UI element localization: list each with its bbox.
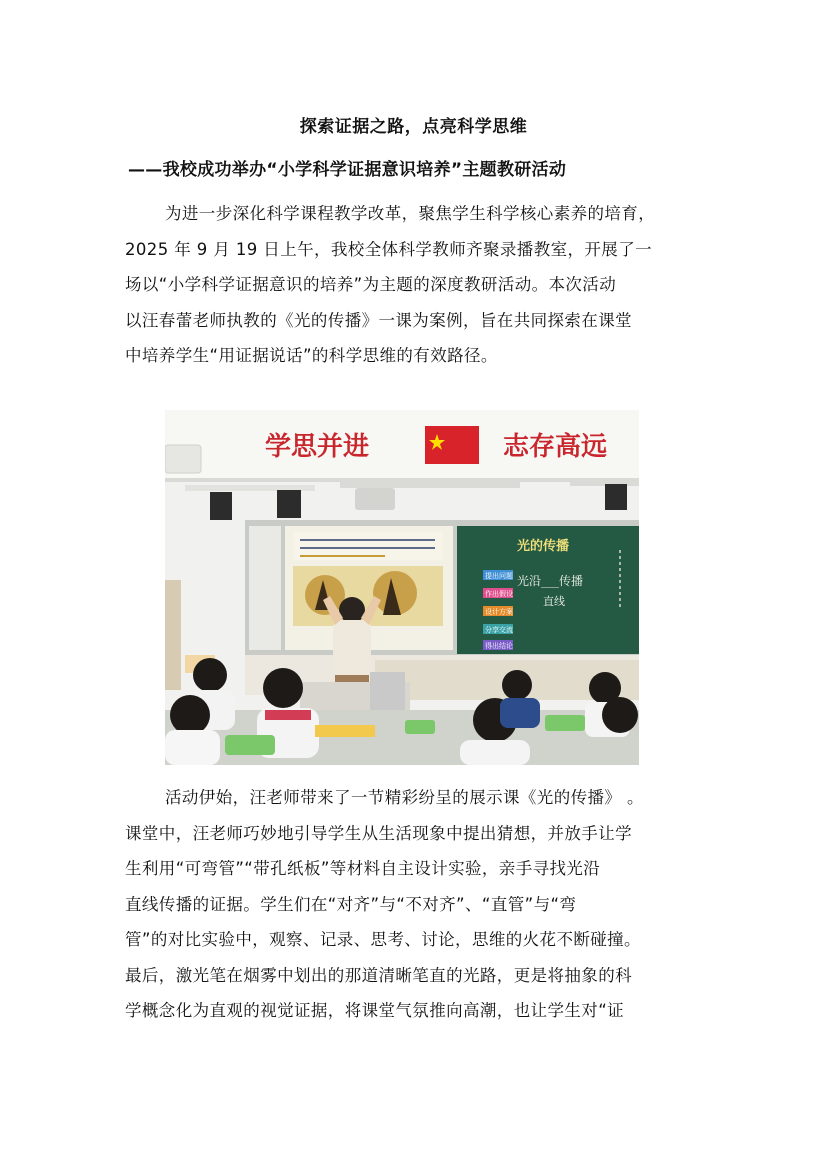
text-line: 最后，激光笔在烟雾中划出的那道清晰笔直的光路，更是将抽象的科 [125, 965, 632, 985]
board-text: 光沿___传播 [517, 574, 584, 588]
article-subtitle: ——我校成功举办“小学科学证据意识培养”主题教研活动 [128, 160, 567, 180]
text-line: 直线传播的证据。学生们在“对齐”与“不对齐”、“直管”与“弯 [125, 894, 577, 914]
step-label: 分享交流 [485, 626, 513, 634]
paragraph-intro [125, 196, 703, 374]
flag-icon [425, 426, 479, 464]
paragraph-activity [125, 780, 703, 1029]
step-label: 得出结论 [485, 642, 513, 650]
text-line: 学概念化为直观的视觉证据，将课堂气氛推向高潮，也让学生对“证 [125, 1001, 625, 1020]
step-label: 提出问题 [485, 572, 513, 580]
board-title: 光的传播 [517, 539, 570, 554]
board-text: 直线 [543, 595, 565, 608]
text-line: 课堂中，汪老师巧妙地引导学生从生活现象中提出猜想，并放手让学 [125, 823, 632, 843]
text-line: 活动伊始，汪老师带来了一节精彩纷呈的展示课《光的传播》 。 [165, 788, 644, 807]
text-line: 以汪春蕾老师执教的《光的传播》一课为案例，旨在共同探索在课堂 [125, 310, 632, 330]
article-title: 探索证据之路，点亮科学思维 [299, 117, 528, 137]
text-line: 管”的对比实验中，观察、记录、思考、讨论，思维的火花不断碰撞。 [125, 930, 641, 949]
classroom-photo [165, 410, 639, 765]
text-line: 为进一步深化科学课程教学改革，聚焦学生科学核心素养的培育， [165, 204, 656, 223]
text-line: 中培养学生“用证据说话”的科学思维的有效路径。 [125, 346, 498, 365]
step-label: 作出假设 [485, 590, 513, 598]
banner-right-text: 志存高远 [503, 432, 608, 462]
text-line: 场以“小学科学证据意识的培养”为主题的深度教研活动。本次活动 [125, 275, 617, 294]
step-label: 设计方案 [485, 608, 513, 616]
text-line: 生利用“可弯管”“带孔纸板”等材料自主设计实验，亲手寻找光沿 [125, 859, 601, 878]
banner-left-text: 学思并进 [265, 432, 370, 462]
text-line: 2025 年 9 月 19 日上午，我校全体科学教师齐聚录播教室，开展了一 [125, 239, 653, 259]
